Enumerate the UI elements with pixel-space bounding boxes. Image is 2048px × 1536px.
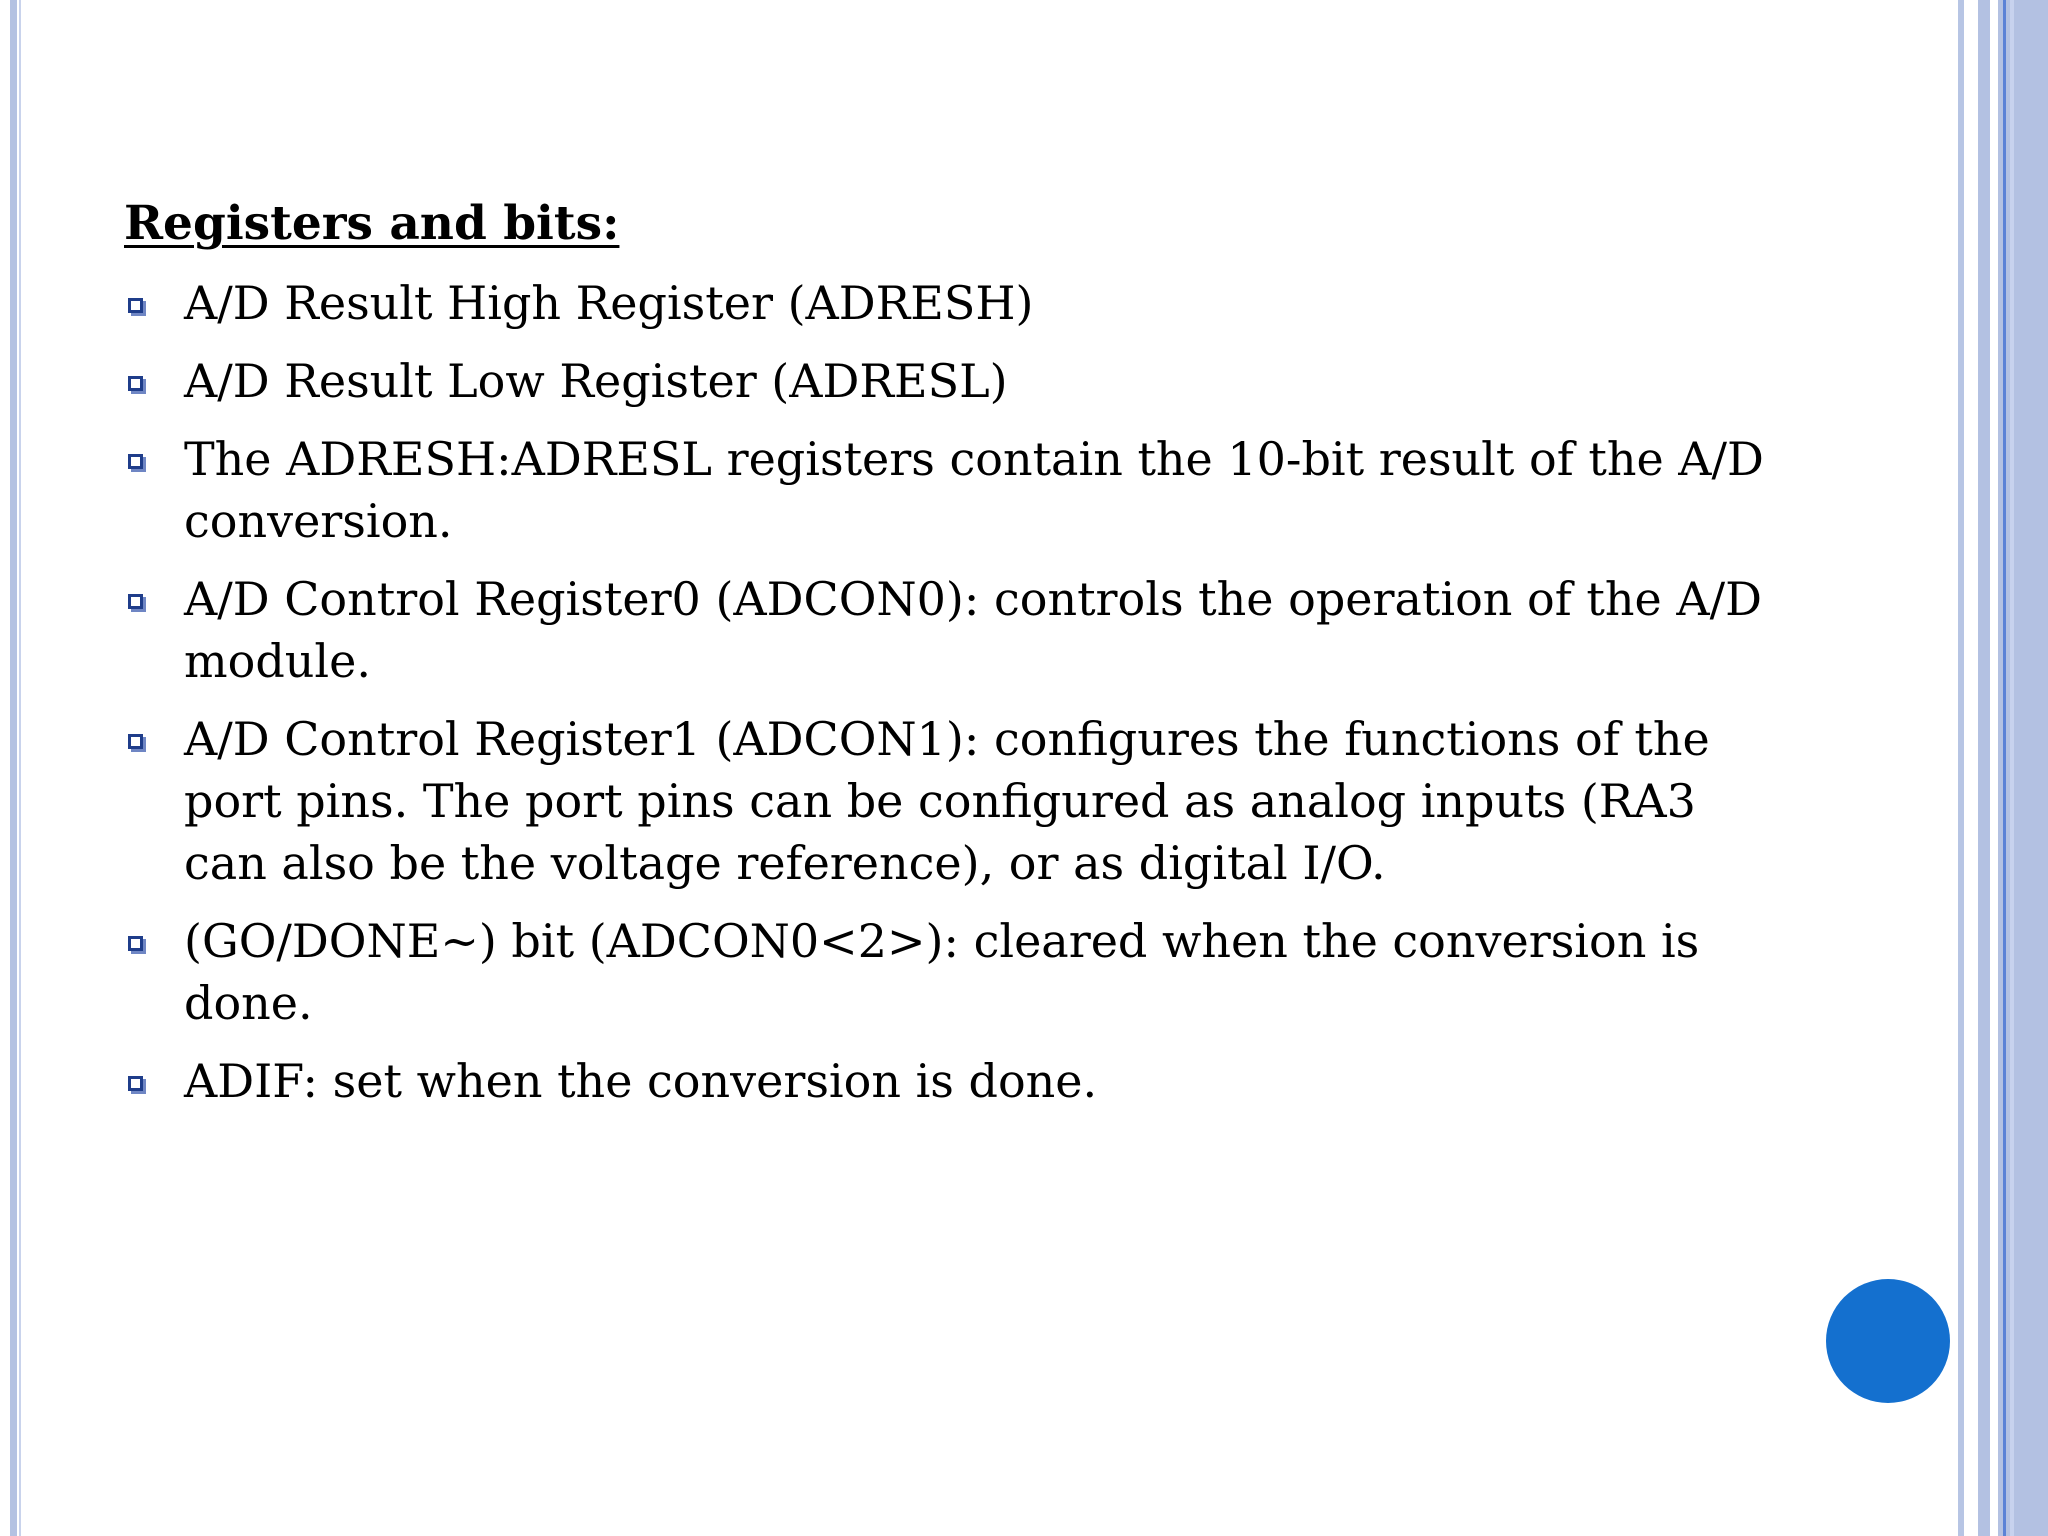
square-bullet-icon bbox=[128, 376, 143, 391]
square-bullet-icon bbox=[128, 1076, 143, 1091]
bullet-list bbox=[124, 272, 1764, 1112]
bullet-text: A/D Control Register0 (ADCON0): controls the operation of the A/D module. bbox=[184, 572, 1762, 689]
bullet-item bbox=[124, 568, 1764, 692]
bullet-item bbox=[124, 708, 1764, 894]
bullet-text: A/D Result High Register (ADRESH) bbox=[184, 276, 1034, 331]
bullet-item bbox=[124, 910, 1764, 1034]
left-border-line bbox=[19, 0, 21, 1536]
right-border-gap bbox=[1990, 0, 1998, 1536]
square-bullet-icon bbox=[128, 594, 143, 609]
slide-nav-circle-button[interactable] bbox=[1826, 1279, 1950, 1403]
bullet-text: A/D Control Register1 (ADCON1): configures the functions of the port pins. The port pins can be configured as analog inputs (RA3 can also be the voltage reference), or as digital I/O. bbox=[184, 712, 1710, 891]
bullet-item bbox=[124, 1050, 1764, 1112]
right-border-accent-line bbox=[2003, 0, 2006, 1536]
square-bullet-icon bbox=[128, 454, 143, 469]
left-border bbox=[10, 0, 17, 1536]
slide-title: Registers and bits: bbox=[124, 196, 620, 251]
square-bullet-icon bbox=[128, 298, 143, 313]
slide-content bbox=[124, 196, 1764, 1128]
square-bullet-icon bbox=[128, 936, 143, 951]
bullet-item bbox=[124, 350, 1764, 412]
bullet-text: The ADRESH:ADRESL registers contain the 10-bit result of the A/D conversion. bbox=[184, 432, 1764, 549]
bullet-item bbox=[124, 272, 1764, 334]
right-border-line bbox=[1958, 0, 1964, 1536]
square-bullet-icon bbox=[128, 734, 143, 749]
right-border-light-line bbox=[2010, 0, 2014, 1536]
bullet-text: A/D Result Low Register (ADRESL) bbox=[184, 354, 1008, 409]
bullet-text: (GO/DONE~) bit (ADCON0<2>): cleared when the conversion is done. bbox=[184, 914, 1700, 1031]
bullet-item bbox=[124, 428, 1764, 552]
bullet-text: ADIF: set when the conversion is done. bbox=[184, 1054, 1098, 1109]
